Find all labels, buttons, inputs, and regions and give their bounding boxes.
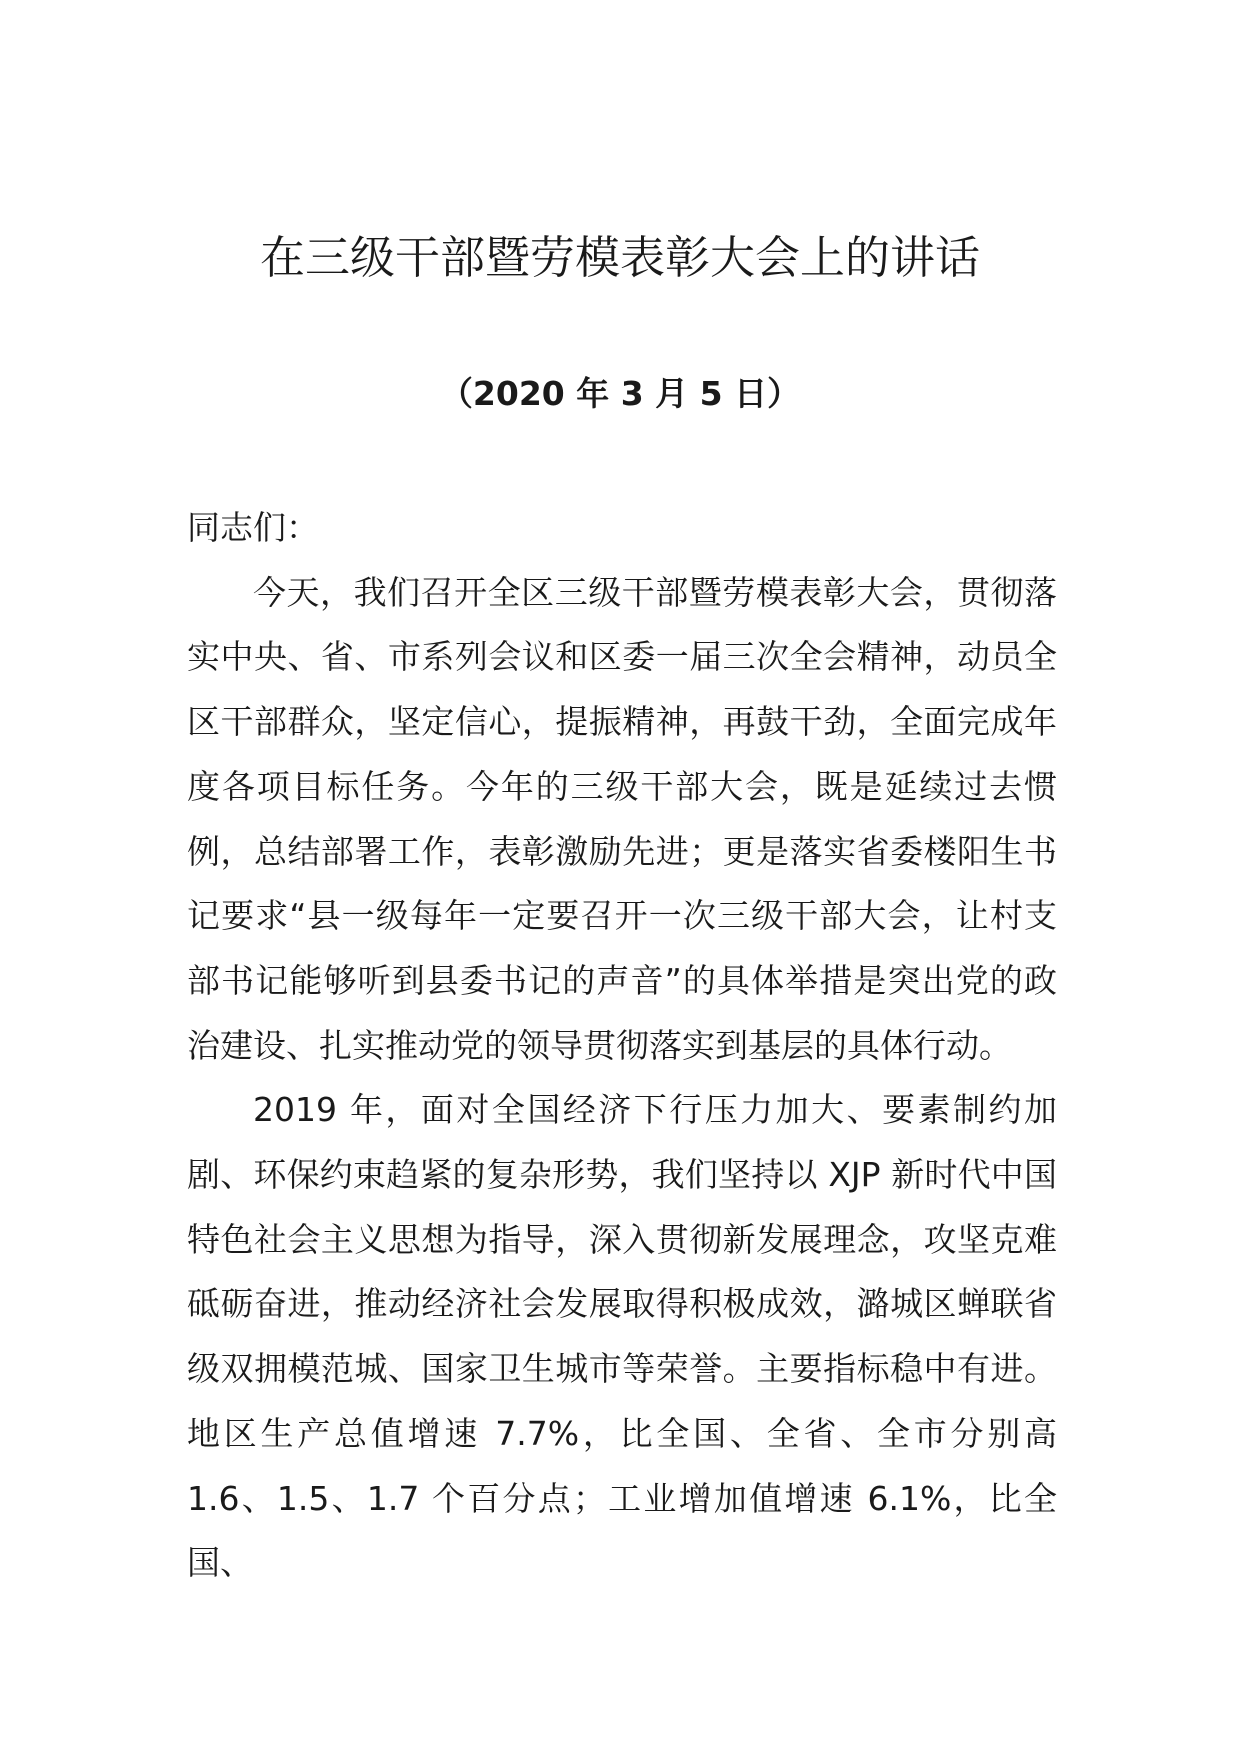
document-body <box>187 496 1057 1596</box>
document-title: 在三级干部暨劳模表彰大会上的讲话 <box>259 231 980 284</box>
paragraph-opening: 今天，我们召开全区三级干部暨劳模表彰大会，贯彻落实中央、省、市系列会议和区委一届三次全会精神，动员全区干部群众，坚定信心，提振精神，再鼓干劲，全面完成年度各项目标任务。今年的三级干部大会，既是延续过去惯例，总结部署工作，表彰激励先进；更是落实省委楼阳生书记要求“县一级每年一定要召开一次三级干部大会，让村支部书记能够听到县委书记的声音”的具体举措是突出党的政治建设、扎实推动党的领导贯彻落实到基层的具体行动。 <box>187 572 1057 1065</box>
document-date: （2020 年 3 月 5 日） <box>439 374 801 413</box>
salutation: 同志们： <box>187 508 319 547</box>
paragraph-review-2019: 2019 年，面对全国经济下行压力加大、要素制约加剧、环保约束趋紧的复杂形势，我们坚持以 XJP 新时代中国特色社会主义思想为指导，深入贯彻新发展理念，攻坚克难砥砺奋进，推动经济社会发展取得积极成效，潞城区蝉联省级双拥模范城、国家卫生城市等荣誉。主要指标稳中有进。地区生产总值增速 7.7%，比全国、全省、全市分别高 1.6、1.5、1.7 个百分点；工业增加值增速 6.1%，比全国、 <box>187 1090 1057 1583</box>
